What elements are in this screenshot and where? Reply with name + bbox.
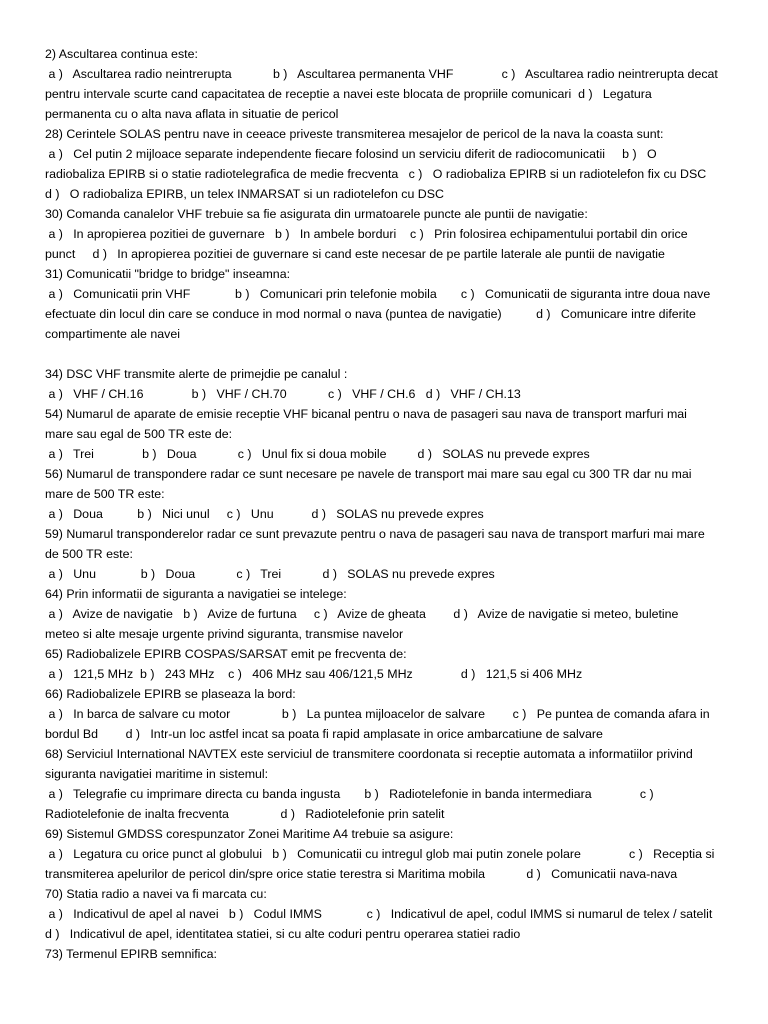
question-64-title: 64) Prin informatii de siguranta a navigatiei se intelege: (45, 587, 347, 601)
question-59-title: 59) Numarul transponderelor radar ce sunt prevazute pentru o nava de pasageri sau nava de transport marfuri mai mare (45, 527, 705, 541)
question-68-title-cont: siguranta navigatiei maritime in sistemul: (45, 767, 269, 781)
question-28-answers-cont: radiobaliza EPIRB si o statie radiotelegrafica de medie frecventa c ) O radiobaliza EPIRB si un radiotelefon fix cu DSC (45, 167, 707, 181)
question-69-title: 69) Sistemul GMDSS corespunzator Zonei Maritime A4 trebuie sa asigure: (45, 827, 454, 841)
question-2-answers-cont: permanenta cu o alta nava aflata in situatie de pericol (45, 107, 339, 121)
question-64-answers-cont: meteo si alte mesaje urgente privind siguranta, transmise navelor (45, 627, 404, 641)
question-65-title: 65) Radiobalizele EPIRB COSPAS/SARSAT emit pe frecventa de: (45, 647, 407, 661)
question-56-answers: a ) Doua b ) Nici unul c ) Unu d ) SOLAS nu prevede expres (45, 507, 484, 521)
question-66-title: 66) Radiobalizele EPIRB se plaseaza la bord: (45, 687, 296, 701)
question-68-answers-cont: Radiotelefonie de inalta frecventa d ) Radiotelefonie prin satelit (45, 807, 445, 821)
question-28-answers: a ) Cel putin 2 mijloace separate independente fiecare folosind un serviciu diferit de radiocomunicatii b ) O (45, 147, 657, 161)
question-69-answers-cont: transmiterea apelurilor de pericol din/spre orice statie terestra si Maritima mobila d ) Comunicatii nava-nava (45, 867, 678, 881)
question-59-answers: a ) Unu b ) Doua c ) Trei d ) SOLAS nu prevede expres (45, 567, 495, 581)
question-68-title: 68) Serviciul International NAVTEX este serviciul de transmitere coordonata si receptie automata a informatiilor privind (45, 747, 693, 761)
question-31-answers-cont: efectuate din locul din care se conduce in mod normal o nava (puntea de navigatie) d ) Comunicare intre diferite (45, 307, 696, 321)
question-30-title: 30) Comanda canalelor VHF trebuie sa fie asigurata din urmatoarele puncte ale puntii de navigatie: (45, 207, 588, 221)
question-30-answers: a ) In apropierea pozitiei de guvernare b ) In ambele borduri c ) Prin folosirea echipamentului portabil din orice (45, 227, 688, 241)
question-28-answers-cont: d ) O radiobaliza EPIRB, un telex INMARSAT si un radiotelefon cu DSC (45, 187, 444, 201)
question-54-title-cont: mare sau egal de 500 TR este de: (45, 427, 233, 441)
question-54-answers: a ) Trei b ) Doua c ) Unul fix si doua mobile d ) SOLAS nu prevede expres (45, 447, 590, 461)
question-34-title: 34) DSC VHF transmite alerte de primejdie pe canalul : (45, 367, 348, 381)
question-64-answers: a ) Avize de navigatie b ) Avize de furtuna c ) Avize de gheata d ) Avize de navigatie si meteo, buletine (45, 607, 679, 621)
question-2-title: 2) Ascultarea continua este: (45, 47, 198, 61)
question-70-title: 70) Statia radio a navei va fi marcata cu: (45, 887, 267, 901)
question-70-answers-cont: d ) Indicativul de apel, identitatea statiei, si cu alte coduri pentru operarea statiei radio (45, 927, 521, 941)
question-70-answers: a ) Indicativul de apel al navei b ) Codul IMMS c ) Indicativul de apel, codul IMMS si numarul de telex / satelit (45, 907, 713, 921)
question-66-answers-cont: bordul Bd d ) Intr-un loc astfel incat sa poata fi rapid amplasate in orice ambarcatiune de salvare (45, 727, 603, 741)
blank-line (45, 344, 728, 364)
question-31-answers: a ) Comunicatii prin VHF b ) Comunicari prin telefonie mobila c ) Comunicatii de siguranta intre doua nave (45, 287, 711, 301)
question-56-title: 56) Numarul de transpondere radar ce sunt necesare pe navele de transport mai mare sau egal cu 300 TR dar nu mai (45, 467, 692, 481)
question-30-answers-cont: punct d ) In apropierea pozitiei de guvernare si cand este necesar de pe partile laterale ale puntii de navigatie (45, 247, 665, 261)
question-69-answers: a ) Legatura cu orice punct al globului b ) Comunicatii cu intregul glob mai putin zonele polare c ) Receptia si (45, 847, 715, 861)
question-73-title: 73) Termenul EPIRB semnifica: (45, 947, 217, 961)
question-28-title: 28) Cerintele SOLAS pentru nave in ceeace priveste transmiterea mesajelor de pericol de la nava la coasta sunt: (45, 127, 664, 141)
question-31-answers-cont: compartimente ale navei (45, 327, 180, 341)
question-34-answers: a ) VHF / CH.16 b ) VHF / CH.70 c ) VHF / CH.6 d ) VHF / CH.13 (45, 387, 521, 401)
question-54-title: 54) Numarul de aparate de emisie receptie VHF bicanal pentru o nava de pasageri sau nava de transport marfuri mai (45, 407, 687, 421)
question-59-title-cont: de 500 TR este: (45, 547, 133, 561)
question-68-answers: a ) Telegrafie cu imprimare directa cu banda ingusta b ) Radiotelefonie in banda intermediara c ) (45, 787, 654, 801)
question-56-title-cont: mare de 500 TR este: (45, 487, 165, 501)
question-2-answers: a ) Ascultarea radio neintrerupta b ) Ascultarea permanenta VHF c ) Ascultarea radio neintrerupta decat (45, 67, 718, 81)
question-65-answers: a ) 121,5 MHz b ) 243 MHz c ) 406 MHz sau 406/121,5 MHz d ) 121,5 si 406 MHz (45, 667, 583, 681)
question-66-answers: a ) In barca de salvare cu motor b ) La puntea mijloacelor de salvare c ) Pe puntea de comanda afara in (45, 707, 710, 721)
question-31-title: 31) Comunicatii "bridge to bridge" inseamna: (45, 267, 291, 281)
question-2-answers-cont: pentru intervale scurte cand capacitatea de receptie a navei este blocata de propriile comunicari d ) Legatura (45, 87, 652, 101)
